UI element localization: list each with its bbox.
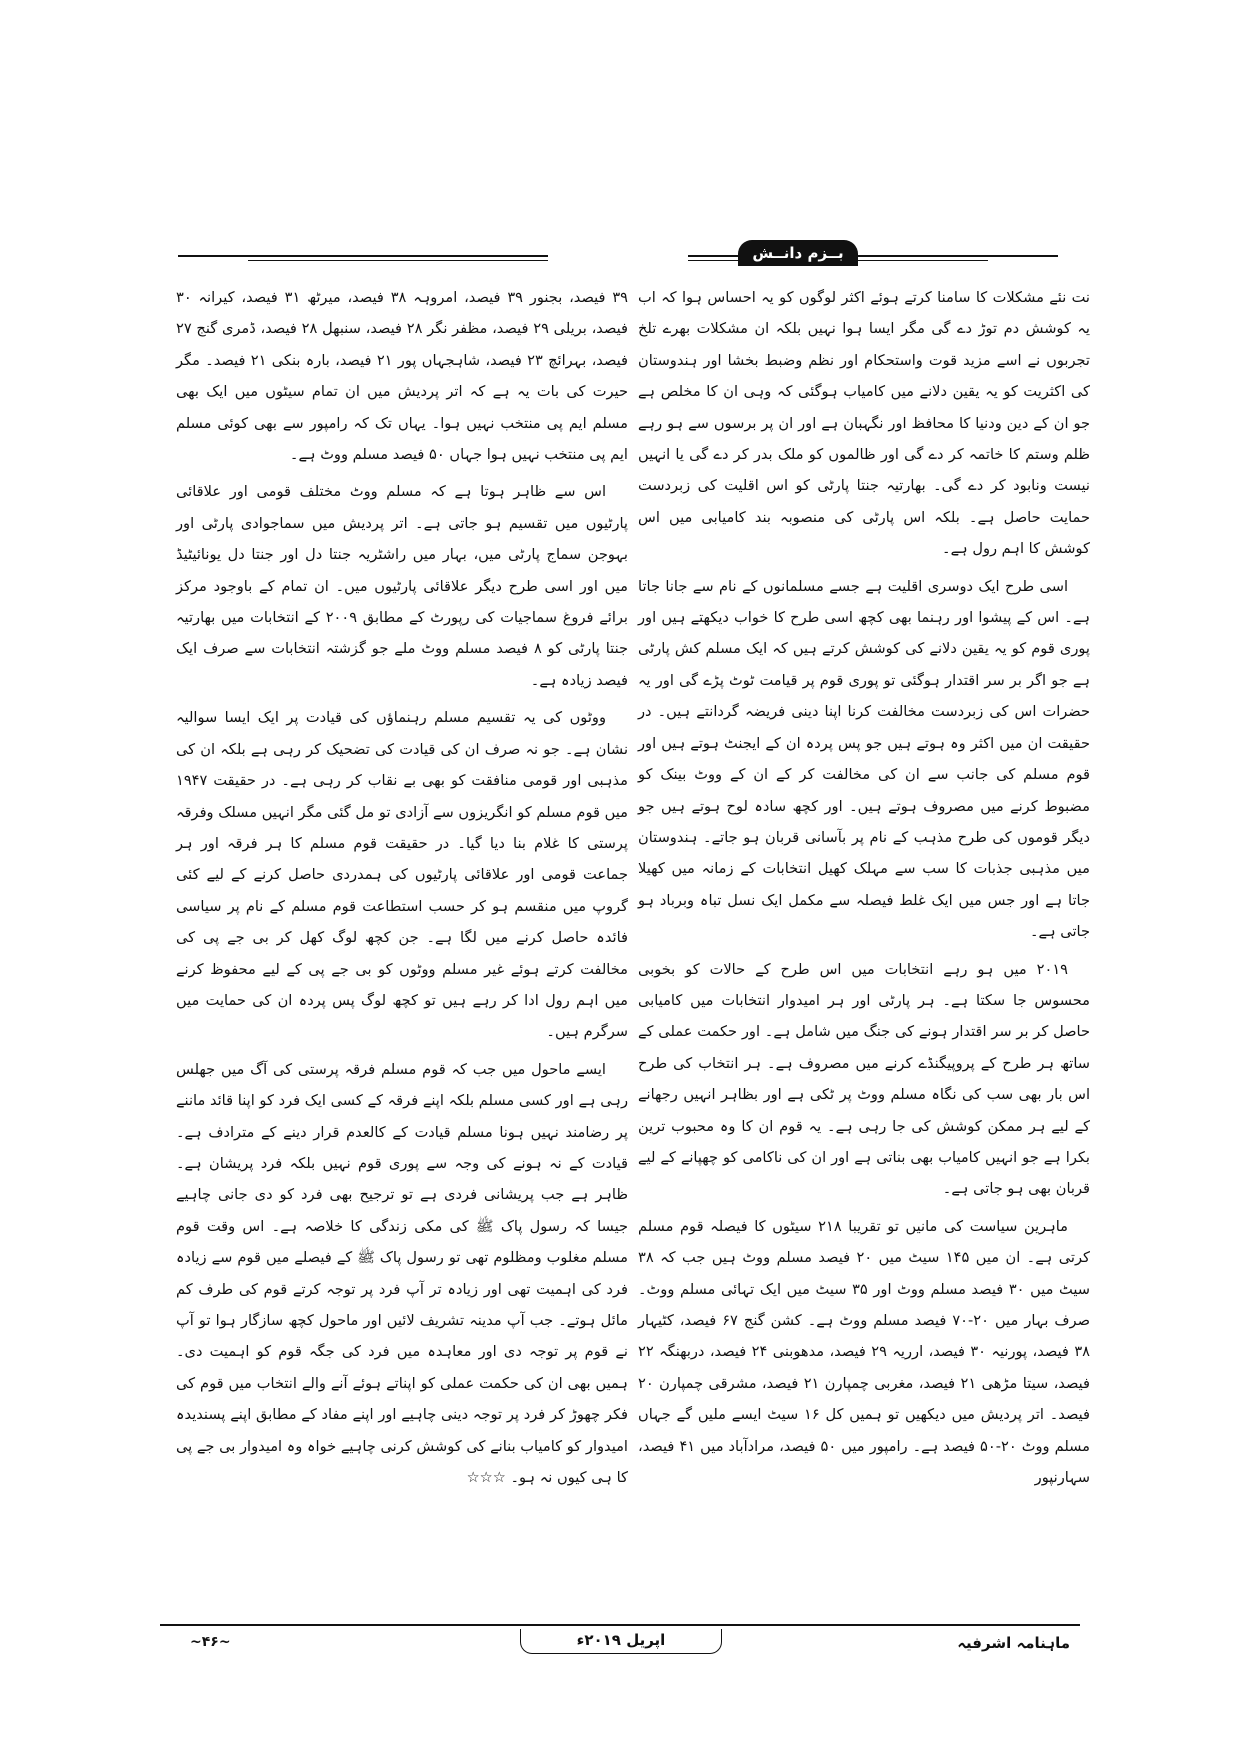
paragraph: ۲۰۱۹ میں ہو رہے انتخابات میں اس طرح کے حالات کو بخوبی محسوس جا سکتا ہے۔ ہر پارٹی اور ہر امیدوار انتخابات میں کامیابی حاصل کر بر سر اقتدار ہونے کی جنگ میں شامل ہے۔ اور حکمت عملی کے ساتھ ہر طرح کے پروپیگنڈے کرنے میں مصروف ہے۔ ہر انتخاب کی طرح اس بار بھی سب کی نگاہ مسلم ووٹ پر ٹکی ہے اور بظاہر انہیں رجھانے کے لیے ہر ممکن کوشش کی جا رہی ہے۔ یہ قوم ان کا وہ محبوب ترین بکرا ہے جو انہیں کامیاب بھی بناتی ہے اور ان کی ناکامی کو چھپانے کے لیے قربان بھی ہو جاتی ہے۔ (638, 960, 1090, 1198)
paragraph: ایسے ماحول میں جب کہ قوم مسلم فرقہ پرستی کی آگ میں جھلس رہی ہے اور کسی مسلم بلکہ اپنے فرقہ کے کسی ایک فرد کو اپنا قائد ماننے پر رضامند نہیں ہونا مسلم قیادت کے کالعدم قرار دینے کے مترادف ہے۔ قیادت کے نہ ہونے کی وجہ سے پوری قوم نہیں بلکہ فرد پریشان ہے۔ ظاہر ہے جب پریشانی فردی ہے تو ترجیح بھی فرد کو دی جانی چاہیے جیسا کہ رسول پاک ﷺ کی مکی زندگی کا خلاصہ ہے۔ اس وقت قوم مسلم مغلوب ومظلوم تھی تو رسول پاک ﷺ کے فیصلے میں قوم سے زیادہ فرد کی اہمیت تھی اور زیادہ تر آپ فرد پر توجہ کرتے قوم کی طرف کم مائل ہوتے۔ جب آپ مدینہ تشریف لائیں اور ماحول کچھ سازگار ہوا تو آپ نے قوم پر توجہ دی اور معاہدہ میں فرد کی جگہ قوم کو اہمیت دی۔ ہمیں بھی ان کی حکمت عملی کو اپناتے ہوئے آنے والے انتخاب میں قوم کی فکر چھوڑ کر فرد پر توجہ دینی چاہیے اور اپنے مفاد کے مطابق اپنے پسندیدہ امیدوار کو کامیاب بنانے کی کوشش کرنی چاہیے خواہ وہ امیدوار بی جے پی کا ہی کیوں نہ ہو۔ ☆☆☆ (176, 1060, 628, 1487)
paragraph: ۳۹ فیصد، بجنور ۳۹ فیصد، امروہہ ۳۸ فیصد، میرٹھ ۳۱ فیصد، کیرانہ ۳۰ فیصد، بریلی ۲۹ فیصد، مظفر نگر ۲۸ فیصد، سنبھل ۲۸ فیصد، ڈمری گنج ۲۷ فیصد، بہرائچ ۲۳ فیصد، شاہجہاں پور ۲۱ فیصد، بارہ بنکی ۲۱ فیصد۔ مگر حیرت کی بات یہ ہے کہ اتر پردیش میں ان تمام سیٹوں میں ایک بھی مسلم ایم پی منتخب نہیں ہوا۔ یہاں تک کہ رامپور سے بھی کوئی مسلم ایم پی منتخب نہیں ہوا جہاں ۵۰ فیصد مسلم ووٹ ہے۔ (176, 289, 629, 464)
paragraph: اس سے ظاہر ہوتا ہے کہ مسلم ووٹ مختلف قومی اور علاقائی پارٹیوں میں تقسیم ہو جاتی ہے۔ اتر پردیش میں سماجوادی پارٹی اور بہوجن سماج پارٹی میں، بہار میں راشٹریہ جنتا دل اور جنتا دل یونائیٹیڈ میں اور اسی طرح دیگر علاقائی پارٹیوں میں۔ ان تمام کے باوجود مرکز برائے فروغ سماجیات کی رپورٹ کے مطابق ۲۰۰۹ کے انتخابات میں بھارتیہ جنتا پارٹی کو ۸ فیصد مسلم ووٹ ملے جو گزشتہ انتخابات سے صرف ایک فیصد زیادہ ہے۔ (176, 483, 628, 689)
header-rule-left-thin (248, 260, 548, 261)
right-column (638, 282, 1090, 1499)
section-title: بــزم دانــش (738, 240, 858, 266)
header-rule-left (178, 255, 548, 257)
paragraph: نت نئے مشکلات کا سامنا کرتے ہوئے اکثر لوگوں کو یہ احساس ہوا کہ اب یہ کوشش دم توڑ دے گی مگر ایسا ہوا نہیں بلکہ ان مشکلات بھرے تلخ تجربوں نے اسے مزید قوت واستحکام اور نظم وضبط بخشا اور ہندوستان کی اکثریت کو یہ یقین دلانے میں کامیاب ہوگئی کہ وہی ان کا مخلص ہے جو ان کے دین ودنیا کا محافظ اور نگہبان ہے اور ان پر برسوں سے ہو رہے ظلم وستم کا خاتمہ کر دے گی اور ظالموں کو ملک بدر کر دے گی یا انہیں نیست ونابود کر دے گی۔ بھارتیہ جنتا پارٹی کو اس اقلیت کی زبردست حمایت حاصل ہے۔ بلکہ اس پارٹی کی منصوبہ بند کامیابی میں اس کوشش کا اہم رول ہے۔ (638, 289, 1090, 558)
page-footer (160, 1624, 1080, 1664)
paragraph: اسی طرح ایک دوسری اقلیت ہے جسے مسلمانوں کے نام سے جانا جاتا ہے۔ اس کے پیشوا اور رہنما بھی کچھ اسی طرح کا خواب دیکھتے ہیں اور پوری قوم کو یہ یقین دلانے کی کوشش کرتے ہیں کہ ایک مسلم کش پارٹی ہے جو اگر بر سر اقتدار ہوگئی تو پوری قوم پر قیامت ٹوٹ پڑے گی اور یہ حضرات اس کی زبردست مخالفت کرنا اپنا دینی فریضہ گردانتے ہیں۔ در حقیقت ان میں اکثر وہ ہوتے ہیں جو پس پردہ ان کے ایجنٹ ہوتے ہیں اور قوم مسلم کی جانب سے ان کی مخالفت کر کے ان کے ووٹ بینک کو مضبوط کرنے میں مصروف ہوتے ہیں۔ اور کچھ سادہ لوح ہوتے ہیں جو دیگر قوموں کی طرح مذہب کے نام پر بآسانی قربان ہو جاتے۔ ہندوستان میں مذہبی جذبات کا سب سے مہلک کھیل انتخابات کے زمانہ میں کھیلا جاتا ہے اور جس میں ایک غلط فیصلہ سے مکمل ایک نسل تباہ وبرباد ہو جاتی ہے۔ (638, 577, 1090, 941)
paragraph: ماہرین سیاست کی مانیں تو تقریبا ۲۱۸ سیٹوں کا فیصلہ قوم مسلم کرتی ہے۔ ان میں ۱۴۵ سیٹ میں ۲۰ فیصد مسلم ووٹ ہیں جب کہ ۳۸ سیٹ میں ۳۰ فیصد مسلم ووٹ اور ۳۵ سیٹ میں ایک تہائی مسلم ووٹ۔ صرف بہار میں ۲۰-۷۰ فیصد مسلم ووٹ ہے۔ کشن گنج ۶۷ فیصد، کٹیہار ۳۸ فیصد، پورنیہ ۳۰ فیصد، ارریہ ۲۹ فیصد، مدھوبنی ۲۴ فیصد، دربھنگہ ۲۲ فیصد، سیتا مڑھی ۲۱ فیصد، مغربی چمپارن ۲۱ فیصد، مشرقی چمپارن ۲۰ فیصد۔ اتر پردیش میں دیکھیں تو ہمیں کل ۱۶ سیٹ ایسے ملیں گے جہاں مسلم ووٹ ۲۰-۵۰ فیصد ہے۔ رامپور میں ۵۰ فیصد، مرادآباد میں ۴۱ فیصد، سہارنپور (638, 1217, 1091, 1487)
magazine-name: ماہنامہ اشرفیہ (957, 1634, 1070, 1652)
issue-date: اپریل ۲۰۱۹ء (520, 1629, 722, 1654)
footer-rule (160, 1624, 1080, 1626)
section-header (178, 236, 1058, 266)
left-column (176, 282, 628, 1499)
paragraph: ووٹوں کی یہ تقسیم مسلم رہنماؤں کی قیادت پر ایک ایسا سوالیہ نشان ہے۔ جو نہ صرف ان کی قیادت کی تضحیک کر رہی ہے بلکہ ان کی مذہبی اور قومی منافقت کو بھی بے نقاب کر رہی ہے۔ در حقیقت ۱۹۴۷ میں قوم مسلم کو انگریزوں سے آزادی تو مل گئی مگر انہیں مسلک وفرقہ پرستی کا غلام بنا دیا گیا۔ در حقیقت قوم مسلم کا ہر فرقہ اور ہر جماعت قومی اور علاقائی پارٹیوں کی ہمدردی حاصل کرنے کے لیے کئی گروپ میں منقسم ہو کر حسب استطاعت قوم مسلم کے نام پر سیاسی فائدہ حاصل کرنے میں لگا ہے۔ جن کچھ لوگ کھل کر بی جے پی کی مخالفت کرتے ہوئے غیر مسلم ووٹوں کو بی جے پی کے لیے محفوظ کرنے میں اہم رول ادا کر رہے ہیں تو کچھ لوگ پس پردہ ان کی حمایت میں سرگرم ہیں۔ (176, 709, 628, 1041)
page-number: ~۴۶~ (190, 1634, 231, 1650)
